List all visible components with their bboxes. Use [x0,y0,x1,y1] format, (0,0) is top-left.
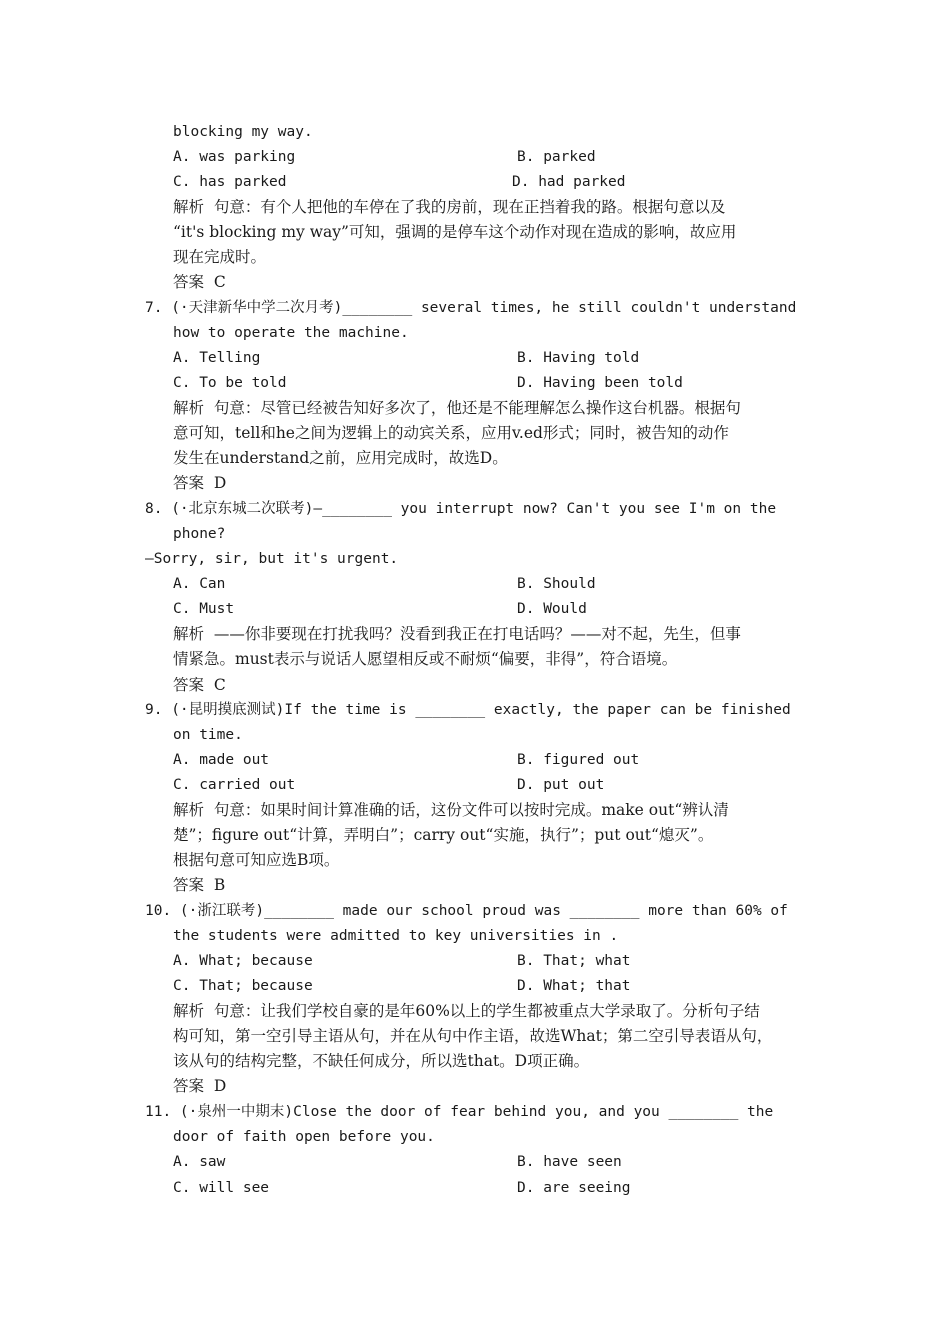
q11-option-d: D. are seeing [517,1180,631,1196]
q8-stem-line-1: 8. (·北京东城二次联考)—________ you interrupt now? Can't you see I'm on the [145,501,777,517]
q10-stem-line-1: 10. (·浙江联考)________ made our school proud was ________ more than 60% of [145,903,788,919]
q9-explanation-line-3: 根据句意可知应选B项。 [173,851,340,869]
q6-option-a: A. was parking [173,149,296,165]
q7-option-b: B. Having told [517,350,640,366]
q9-explanation-line-2: 楚”；figure out“计算，弄明白”；carry out“实施，执行”；put out“熄灭”。 [173,826,714,844]
q10-explanation-line-2: 构可知，第一空引导主语从句，并在从句中作主语，故选What；第二空引导表语从句， [173,1027,773,1045]
q7-explanation-line-1: 解析 句意：尽管已经被告知好多次了，他还是不能理解怎么操作这台机器。根据句 [173,399,741,417]
q9-option-c: C. carried out [173,777,296,793]
q8-option-a: A. Can [173,576,226,592]
q10-explanation-line-1: 解析 句意：让我们学校自豪的是年60%以上的学生都被重点大学录取了。分析句子结 [173,1002,760,1020]
q7-explanation-line-3: 发生在understand之前，应用完成时，故选D。 [173,449,508,467]
q6-option-c: C. has parked [173,174,287,190]
q7-option-d: D. Having been told [517,375,683,391]
q8-explanation-line-2: 情紧急。must表示与说话人愿望相反或不耐烦“偏要，非得”，符合语境。 [173,650,678,668]
q6-explanation-line-1: 解析 句意：有个人把他的车停在了我的房前，现在正挡着我的路。根据句意以及 [173,198,726,216]
q9-answer: 答案 B [173,876,226,894]
q8-stem-line-3: —Sorry, sir, but it's urgent. [145,551,399,567]
q6-option-b: B. parked [517,149,596,165]
q10-option-c: C. That; because [173,978,313,994]
q7-stem-line-2: how to operate the machine. [173,325,409,341]
q7-explanation-line-2: 意可知，tell和he之间为逻辑上的动宾关系，应用v.ed形式；同时，被告知的动作 [173,424,729,442]
q6-explanation-line-3: 现在完成时。 [173,248,267,266]
q8-option-d: D. Would [517,601,587,617]
q10-explanation-line-3: 该从句的结构完整，不缺任何成分，所以选that。D项正确。 [173,1052,590,1070]
q9-explanation-line-1: 解析 句意：如果时间计算准确的话，这份文件可以按时完成。make out“辨认清 [173,801,729,819]
q8-stem-line-2: phone? [173,526,226,542]
q7-option-a: A. Telling [173,350,261,366]
q11-stem-line-1: 11. (·泉州一中期末)Close the door of fear behind you, and you ________ the [145,1104,774,1120]
q8-explanation-line-1: 解析 ——你非要现在打扰我吗？没看到我正在打电话吗？——对不起，先生，但事 [173,625,741,643]
q7-stem-line-1: 7. (·天津新华中学二次月考)________ several times, he still couldn't understand [145,300,797,316]
q6-answer: 答案 C [173,273,226,291]
q11-option-c: C. will see [173,1180,270,1196]
q8-option-c: C. Must [173,601,235,617]
q9-option-b: B. figured out [517,752,640,768]
q9-option-a: A. made out [173,752,270,768]
q11-stem-line-2: door of faith open before you. [173,1129,435,1145]
q9-stem-line-2: on time. [173,727,243,743]
q10-stem-line-2: the students were admitted to key universities in . [173,928,619,944]
q6-option-d: D. had parked [512,174,626,190]
q10-option-a: A. What; because [173,953,313,969]
q10-option-d: D. What; that [517,978,631,994]
q8-answer: 答案 C [173,676,226,694]
q10-option-b: B. That; what [517,953,631,969]
q9-option-d: D. put out [517,777,605,793]
q10-answer: 答案 D [173,1077,227,1095]
q8-option-b: B. Should [517,576,596,592]
q6-explanation-line-2: “it's blocking my way”可知，强调的是停车这个动作对现在造成的影响，故应用 [173,223,737,241]
q6-stem-continued: blocking my way. [173,124,313,140]
q9-stem-line-1: 9. (·昆明摸底测试)If the time is ________ exactly, the paper can be finished [145,702,791,718]
q11-option-a: A. saw [173,1154,226,1170]
q7-option-c: C. To be told [173,375,287,391]
q11-option-b: B. have seen [517,1154,622,1170]
q7-answer: 答案 D [173,474,227,492]
